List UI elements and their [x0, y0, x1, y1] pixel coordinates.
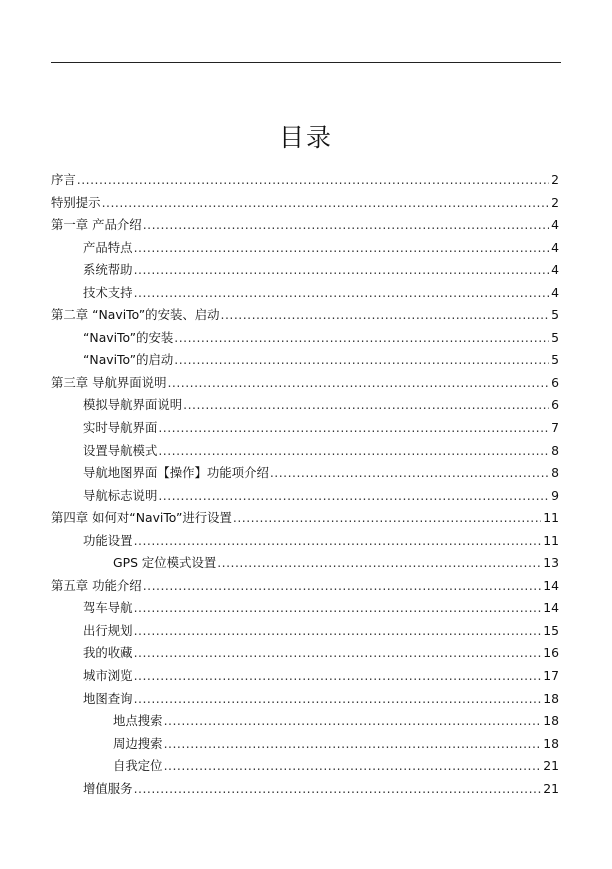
toc-entry-page: 16 — [543, 645, 559, 661]
toc-dot-leader — [174, 330, 549, 345]
toc-entry[interactable] — [51, 486, 559, 509]
toc-entry[interactable] — [51, 418, 559, 441]
toc-entry[interactable] — [51, 238, 559, 261]
toc-entry-page: 9 — [551, 487, 559, 503]
toc-entry-title: 地图查询 — [83, 690, 133, 706]
toc-dot-leader — [102, 195, 549, 210]
toc-entry-page: 21 — [543, 758, 559, 774]
toc-entry[interactable] — [51, 305, 559, 328]
toc-entry[interactable] — [51, 756, 559, 779]
toc-entry-page: 15 — [543, 622, 559, 638]
toc-entry-title: 驾车导航 — [83, 600, 133, 616]
toc-entry-title: 城市浏览 — [83, 668, 133, 684]
toc-dot-leader — [217, 555, 541, 570]
toc-entry-page: 4 — [551, 262, 559, 278]
toc-dot-leader — [221, 307, 549, 322]
toc-dot-leader — [174, 352, 549, 367]
toc-entry[interactable] — [51, 779, 559, 802]
toc-entry[interactable] — [51, 666, 559, 689]
toc-entry-title: 增值服务 — [83, 780, 133, 796]
toc-entry-title: GPS 定位模式设置 — [113, 555, 217, 571]
toc-dot-leader — [134, 645, 542, 660]
toc-entry-page: 8 — [551, 442, 559, 458]
toc-dot-leader — [143, 217, 549, 232]
toc-entry[interactable] — [51, 441, 559, 464]
toc-entry-page: 21 — [543, 780, 559, 796]
toc-dot-leader — [134, 623, 542, 638]
toc-entry-title: 功能设置 — [83, 532, 133, 548]
toc-dot-leader — [167, 375, 549, 390]
toc-entry-page: 4 — [551, 239, 559, 255]
page-title: 目录 — [278, 123, 333, 152]
toc-entry[interactable] — [51, 260, 559, 283]
toc-dot-leader — [134, 285, 549, 300]
toc-entry-title: 第三章 导航界面说明 — [51, 374, 167, 390]
toc-entry-title: 实时导航界面 — [83, 420, 158, 436]
toc-entry[interactable] — [51, 215, 559, 238]
toc-entry-title: 模拟导航界面说明 — [83, 397, 183, 413]
toc-entry[interactable] — [51, 193, 559, 216]
toc-dot-leader — [164, 736, 542, 751]
toc-entry[interactable] — [51, 328, 559, 351]
toc-entry[interactable] — [51, 508, 559, 531]
toc-dot-leader — [134, 781, 542, 796]
toc-entry[interactable] — [51, 373, 559, 396]
toc-entry[interactable] — [51, 689, 559, 712]
toc-entry-page: 5 — [551, 352, 559, 368]
toc-dot-leader — [183, 397, 549, 412]
toc-dot-leader — [77, 172, 549, 187]
toc-dot-leader — [158, 443, 549, 458]
toc-entry-page: 6 — [551, 374, 559, 390]
toc-entry-page: 4 — [551, 217, 559, 233]
toc-entry-title: 出行规划 — [83, 622, 133, 638]
toc-entry-page: 18 — [543, 735, 559, 751]
toc-entry[interactable] — [51, 711, 559, 734]
toc-entry-title: 序言 — [51, 172, 76, 187]
toc-entry-title: 设置导航模式 — [83, 442, 158, 458]
toc-entry-page: 11 — [543, 510, 559, 526]
toc-entry[interactable] — [51, 621, 559, 644]
toc-dot-leader — [134, 262, 549, 277]
toc-entry-title: 第二章 “NaviTo”的安装、启动 — [51, 307, 220, 323]
toc-entry-page: 6 — [551, 397, 559, 413]
header-rule — [51, 62, 561, 63]
toc-entry[interactable] — [51, 643, 559, 666]
toc-entry-title: 第四章 如何对“NaviTo”进行设置 — [51, 510, 232, 526]
toc-entry-title: 地点搜索 — [113, 713, 163, 729]
toc-entry[interactable] — [51, 734, 559, 757]
toc-entry[interactable] — [51, 170, 559, 193]
toc-entry[interactable] — [51, 576, 559, 599]
toc-entry-page: 4 — [551, 284, 559, 300]
toc-entry-title: 技术支持 — [83, 284, 133, 300]
toc-entry-page: 18 — [543, 713, 559, 729]
table-of-contents — [51, 170, 559, 801]
toc-dot-leader — [134, 240, 549, 255]
toc-dot-leader — [143, 578, 542, 593]
toc-entry-page: 5 — [551, 307, 559, 323]
toc-entry-page: 18 — [543, 690, 559, 706]
toc-entry[interactable] — [51, 598, 559, 621]
toc-entry[interactable] — [51, 463, 559, 486]
toc-dot-leader — [158, 488, 549, 503]
toc-dot-leader — [134, 533, 542, 548]
toc-entry-title: 自我定位 — [113, 758, 163, 774]
toc-dot-leader — [164, 758, 542, 773]
toc-dot-leader — [134, 668, 542, 683]
toc-entry-title: 导航地图界面【操作】功能项介绍 — [83, 465, 269, 481]
toc-entry-page: 8 — [551, 465, 559, 481]
toc-entry-title: 导航标志说明 — [83, 487, 158, 503]
toc-entry-page: 17 — [543, 668, 559, 684]
toc-dot-leader — [164, 713, 542, 728]
toc-entry-title: 我的收藏 — [83, 645, 133, 661]
toc-entry-page: 5 — [551, 329, 559, 345]
toc-entry-title: “NaviTo”的启动 — [83, 352, 174, 368]
toc-entry-page: 14 — [543, 577, 559, 593]
toc-dot-leader — [270, 465, 549, 480]
toc-entry[interactable] — [51, 531, 559, 554]
toc-entry-title: 周边搜索 — [113, 735, 163, 751]
toc-dot-leader — [134, 691, 542, 706]
toc-entry-page: 14 — [543, 600, 559, 616]
toc-entry[interactable] — [51, 553, 559, 576]
toc-entry[interactable] — [51, 283, 559, 306]
toc-entry-page: 11 — [543, 532, 559, 548]
toc-dot-leader — [134, 600, 542, 615]
toc-entry-title: 第一章 产品介绍 — [51, 217, 142, 233]
toc-entry-page: 13 — [543, 555, 559, 571]
toc-entry[interactable] — [51, 395, 559, 418]
toc-entry-page: 2 — [551, 172, 559, 187]
toc-dot-leader — [158, 420, 549, 435]
toc-dot-leader — [233, 510, 541, 525]
toc-entry-title: 第五章 功能介绍 — [51, 577, 142, 593]
toc-entry-title: 系统帮助 — [83, 262, 133, 278]
toc-entry-title: 特别提示 — [51, 194, 101, 210]
toc-entry-title: “NaviTo”的安装 — [83, 329, 174, 345]
toc-entry-title: 产品特点 — [83, 239, 133, 255]
toc-entry-page: 7 — [551, 420, 559, 436]
toc-entry[interactable] — [51, 350, 559, 373]
toc-entry-page: 2 — [551, 194, 559, 210]
